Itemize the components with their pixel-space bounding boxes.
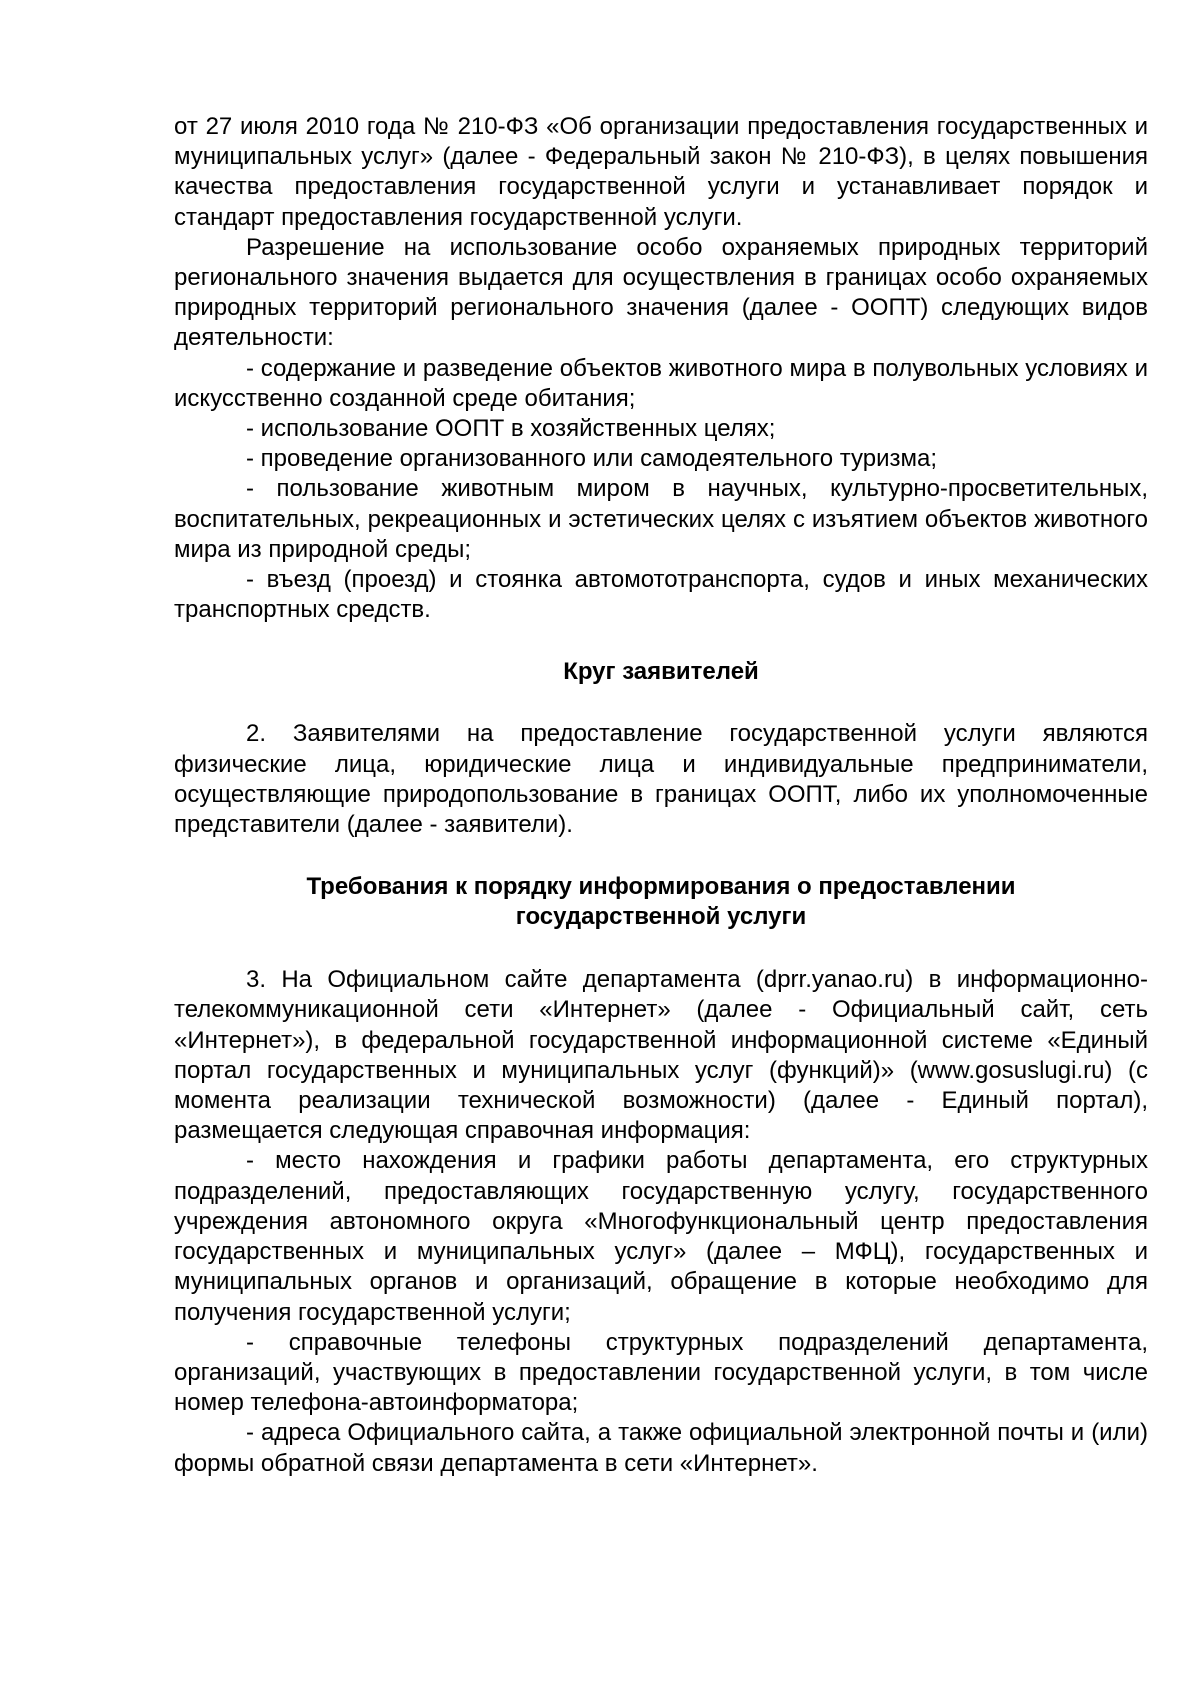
- information-list-item: - адреса Официального сайта, а также официальной электронной почты и (или) формы обратной связи департамента в сети «Интернет».: [174, 1419, 1148, 1477]
- intro-paragraph-permit: Разрешение на использование особо охраняемых природных территорий регионального значения выдается для осуществления в границах особо охраняемых природных территорий регионального значения (далее - ООПТ) следующих видов деятельности:: [174, 233, 1148, 352]
- section-heading-applicants: [174, 657, 1148, 687]
- section-heading-line: Требования к порядку информирования о предоставлении: [306, 873, 1016, 901]
- activity-list-item: - использование ООПТ в хозяйственных целях;: [246, 415, 776, 443]
- information-paragraph: 3. На Официальном сайте департамента (dprr.yanao.ru) в информационно-телекоммуникационной сети «Интернет» (далее - Официальный сайт, сеть «Интернет»), в федеральной государственной информационной системе «Единый портал государственных и муниципальных услуг (функций)» (www.gosuslugi.ru) (с момента реализации технической возможности) (далее - Единый портал), размещается следующая справочная информация:: [174, 966, 1148, 1145]
- activity-list-item: - проведение организованного или самодеятельного туризма;: [246, 445, 938, 473]
- section-heading-text: Круг заявителей: [563, 658, 759, 686]
- applicants-paragraph: 2. Заявителями на предоставление государственной услуги являются физические лица, юридические лица и индивидуальные предприниматели, осуществляющие природопользование в границах ООПТ, либо их уполномоченные представители (далее - заявители).: [174, 720, 1148, 839]
- activity-list-item: - въезд (проезд) и стоянка автомототранспорта, судов и иных механических транспортных средств.: [174, 566, 1148, 624]
- activity-list-item: - содержание и разведение объектов животного мира в полувольных условиях и искусственно созданной среде обитания;: [174, 354, 1148, 412]
- information-list-item: - справочные телефоны структурных подразделений департамента, организаций, участвующих в предоставлении государственной услуги, в том числе номер телефона-автоинформатора;: [174, 1328, 1148, 1417]
- section-heading-line: государственной услуги: [515, 903, 807, 931]
- information-list-item: - место нахождения и графики работы департамента, его структурных подразделений, предоставляющих государственную услугу, государственного учреждения автономного округа «Многофункциональный центр предоставления государственных и муниципальных услуг» (далее – МФЦ), государственных и муниципальных органов и организаций, обращение в которые необходимо для получения государственной услуги;: [174, 1147, 1148, 1326]
- section-heading-information: [174, 872, 1148, 932]
- intro-paragraph-law-reference: от 27 июля 2010 года № 210-ФЗ «Об организации предоставления государственных и муниципальных услуг» (далее - Федеральный закон № 210-ФЗ), в целях повышения качества предоставления государственной услуги и устанавливает порядок и стандарт предоставления государственной услуги.: [174, 113, 1148, 231]
- activity-list-item: - пользование животным миром в научных, культурно-просветительных, воспитательных, рекреационных и эстетических целях с изъятием объектов животного мира из природной среды;: [174, 475, 1148, 563]
- document-page: [174, 112, 1148, 1479]
